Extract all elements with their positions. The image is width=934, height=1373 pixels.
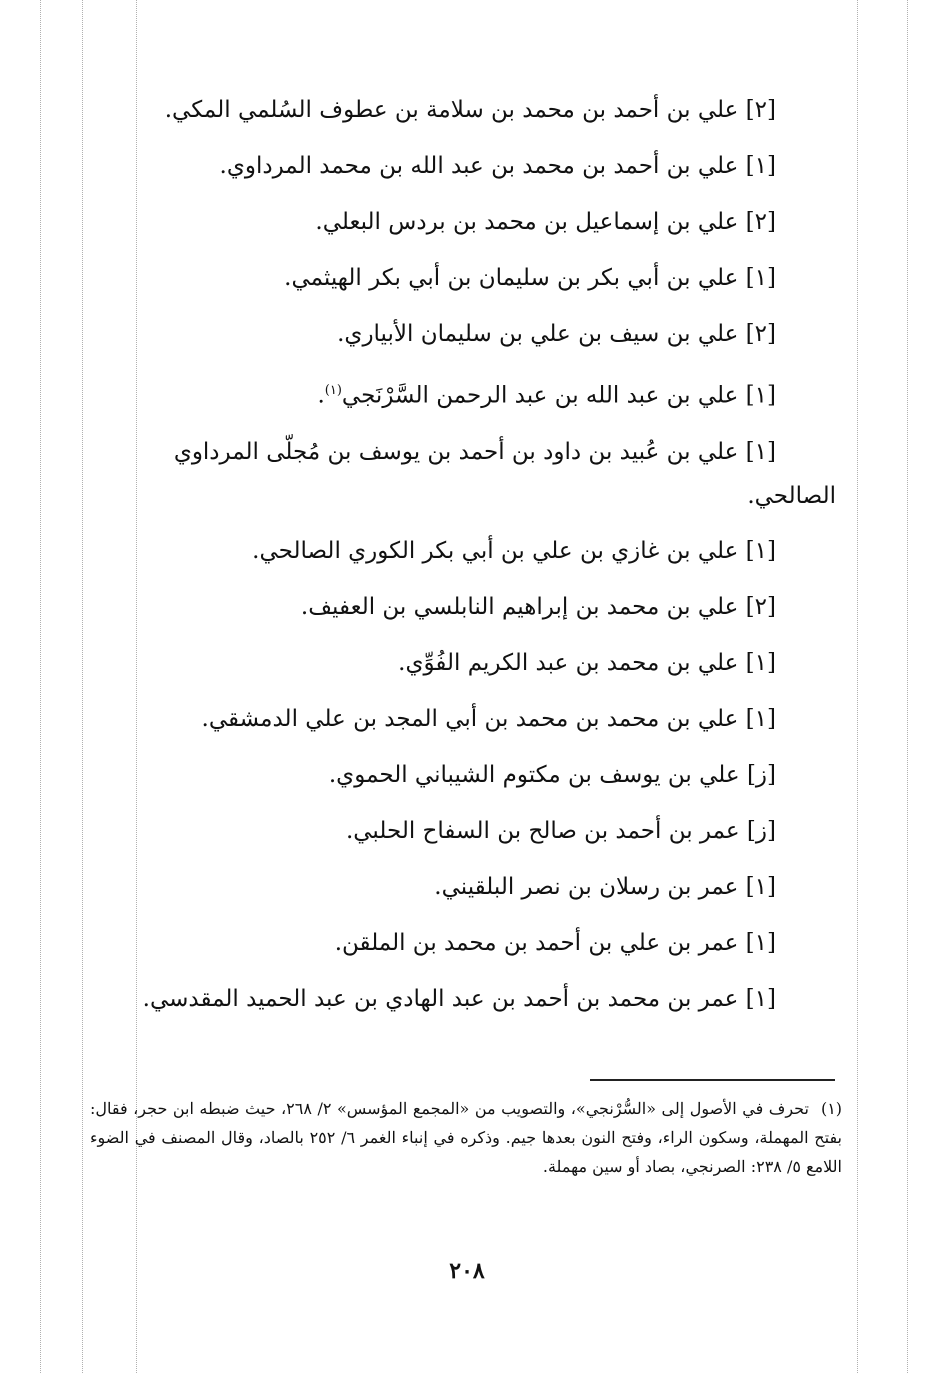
entry-punctuation: . — [317, 382, 325, 409]
margin-dotted-line — [40, 0, 41, 1373]
footnote-separator — [590, 1079, 835, 1081]
entry-text: [١] علي بن غازي بن علي بن أبي بكر الكوري الصالحي. — [252, 537, 776, 564]
margin-dotted-line — [907, 0, 908, 1373]
entry — [90, 865, 836, 910]
entry — [90, 88, 836, 133]
entry-text: [١] عمر بن علي بن أحمد بن محمد بن الملقن. — [334, 929, 776, 956]
entry — [90, 585, 836, 630]
entry — [90, 921, 836, 966]
entry — [90, 430, 836, 518]
entry — [90, 753, 836, 798]
entries-list — [90, 88, 836, 1032]
footnote-number: (١) — [820, 1099, 843, 1118]
footnote-reference: (١) — [324, 383, 342, 398]
footnote — [90, 1094, 842, 1181]
entry — [90, 641, 836, 686]
entry-text: [٢] علي بن محمد بن إبراهيم النابلسي بن العفيف. — [300, 593, 776, 620]
footnote-text: تحرف في الأصول إلى «السُّرْنجي»، والتصويب من «المجمع المؤسس» ٢/ ٢٦٨، حيث ضبطه ابن حجر، فقال: بفتح المهملة، وسكون الراء، وفتح النون بعدها جيم. وذكره في إنباء الغمر ٦/ ٢٥٢ بالصاد، وقال المصنف في الضوء اللامع ٥/ ٢٣٨: الصرنجي، بصاد أو سين مهملة. — [90, 1099, 842, 1176]
entry-text: [ز] عمر بن أحمد بن صالح بن السفاح الحلبي. — [345, 817, 776, 844]
entry-text: [١] علي بن عبد الله بن عبد الرحمن السَّرْنَجي — [341, 382, 776, 409]
entry-text: [١] عمر بن محمد بن أحمد بن عبد الهادي بن عبد الحميد المقدسي. — [142, 985, 776, 1012]
entry-text: [٢] علي بن إسماعيل بن محمد بن بردس البعلي. — [315, 209, 776, 235]
entry — [90, 529, 836, 574]
entry — [90, 809, 836, 854]
entry — [90, 144, 836, 189]
entry — [90, 697, 836, 742]
entry-text: [٢] علي بن أحمد بن محمد بن سلامة بن عطوف السُلمي المكي. — [164, 97, 776, 123]
margin-dotted-line — [82, 0, 83, 1373]
margin-dotted-line — [857, 0, 858, 1373]
page-number: ٢٠٨ — [449, 1258, 485, 1284]
entry-text: [١] علي بن محمد بن عبد الكريم الفُوِّي. — [398, 649, 776, 676]
entry-text: [١] عمر بن رسلان بن نصر البلقيني. — [434, 873, 776, 900]
entry-text: [١] علي بن عُبيد بن داود بن أحمد بن يوسف بن مُجلّى المرداوي الصالحي. — [173, 438, 836, 509]
entry — [90, 368, 836, 419]
entry-text: [١] علي بن أحمد بن محمد بن عبد الله بن محمد المرداوي. — [219, 153, 776, 179]
entry-text: [٢] علي بن سيف بن علي بن سليمان الأبياري. — [337, 321, 776, 347]
entry — [90, 200, 836, 245]
entry — [90, 256, 836, 301]
entry-text: [١] علي بن محمد بن محمد بن أبي المجد بن علي الدمشقي. — [201, 705, 776, 732]
entry-text: [ز] علي بن يوسف بن مكتوم الشيباني الحموي. — [328, 761, 776, 788]
entry-text: [١] علي بن أبي بكر بن سليمان بن أبي بكر الهيثمي. — [284, 265, 776, 291]
entry — [90, 977, 836, 1021]
entry — [90, 312, 836, 357]
